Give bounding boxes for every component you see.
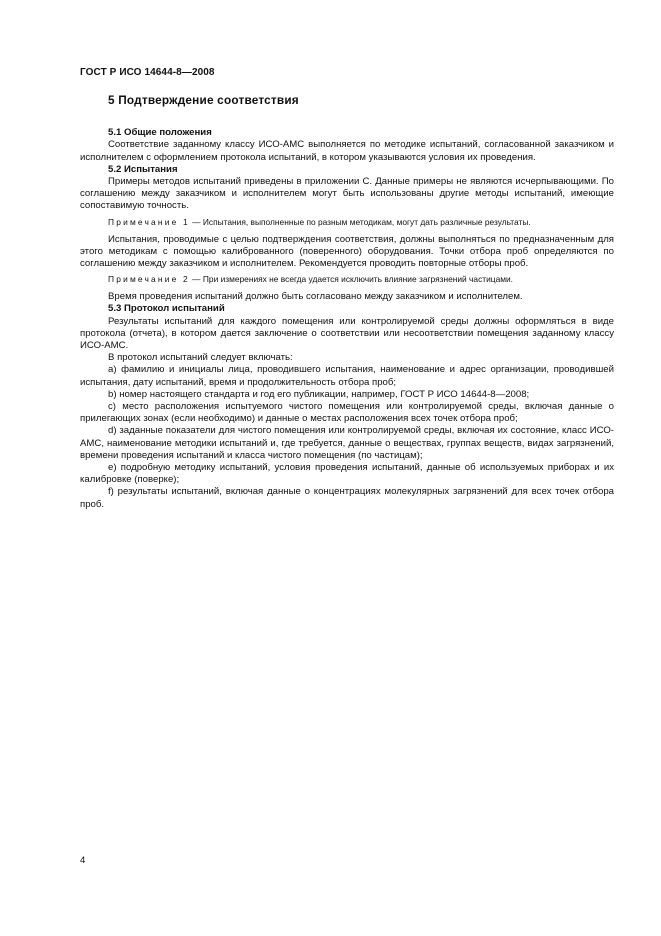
subsection-heading-5-2: 5.2 Испытания — [108, 163, 178, 175]
paragraph: Время проведения испытаний должно быть согласовано между заказчиком и исполнителем. — [108, 291, 523, 303]
document-body — [80, 94, 614, 511]
note-1 — [80, 217, 614, 228]
note-text: — Испытания, выполненные по разным методикам, могут дать различные результаты. — [189, 216, 531, 227]
list-item: c) место расположения испытуемого чистого помещения или контролируемой среды, включая данные о прилегающих зонах (если необходимо) и данные о местах расположения всех точек отбора проб; — [80, 401, 614, 425]
paragraph: Результаты испытаний для каждого помещения или контролируемой среды должны оформляться в виде протокола (отчета), в котором дается заключение о соответствии или несоответствии помещения заданному классу ИСО-АМС. — [80, 315, 614, 352]
list-item: b) номер настоящего стандарта и год его публикации, например, ГОСТ Р ИСО 14644-8—2008; — [108, 388, 530, 400]
note-label: Примечание 1 — [108, 216, 190, 227]
section-title: Подтверждение соответствия — [118, 93, 299, 107]
page-number: 4 — [80, 855, 86, 866]
list-item: f) результаты испытаний, включая данные о концентрациях молекулярных загрязнений для всех точек отбора проб. — [80, 486, 614, 510]
paragraph: Примеры методов испытаний приведены в приложении С. Данные примеры не являются исчерпывающими. По соглашению между заказчиком и исполнителем могут быть использованы другие методы испытаний, имеющие сопоставимую точность. — [80, 176, 614, 212]
document-header: ГОСТ Р ИСО 14644-8—2008 — [80, 67, 215, 78]
paragraph: Соответствие заданному классу ИСО-АМС выполняется по методике испытаний, согласованной заказчиком и исполнителем с оформлением протокола испытаний, в котором указываются условия их проведения. — [80, 139, 614, 163]
list-item: d) заданные показатели для чистого помещения или контролируемой среды, включая их состояние, класс ИСО-АМС, наименование методики испытаний и, где требуется, данные о веществах, группах веществ, видах загрязнений, времени проведения испытаний и класса чистого помещения (по частицам); — [80, 425, 614, 461]
list-item: e) подробную методику испытаний, условия проведения испытаний, данные об используемых приборах и их калибровке (поверке); — [80, 462, 614, 486]
note-label: Примечание 2 — [108, 274, 190, 285]
list-item: a) фамилию и инициалы лица, проводившего испытания, наименование и адрес организации, проводившей испытания, дату испытаний, время и продолжительность отбора проб; — [80, 364, 614, 388]
note-2 — [80, 274, 614, 285]
subsection-heading-5-1: 5.1 Общие положения — [108, 127, 212, 139]
section-number: 5 — [108, 93, 115, 107]
note-text: — При измерениях не всегда удается исключить влияние загрязнений частицами. — [189, 274, 513, 285]
paragraph: Испытания, проводимые с целью подтверждения соответствия, должны выполняться по предназначенным для этого методикам с помощью калиброванного (поверенного) оборудования. Точки отбора проб определяются по соглашению между заказчиком и исполнителем. Рекомендуется проводить повторные отборы проб. — [80, 233, 614, 270]
subsection-heading-5-3: 5.3 Протокол испытаний — [108, 303, 225, 315]
paragraph: В протокол испытаний следует включать: — [108, 352, 293, 364]
section-heading — [108, 94, 614, 106]
